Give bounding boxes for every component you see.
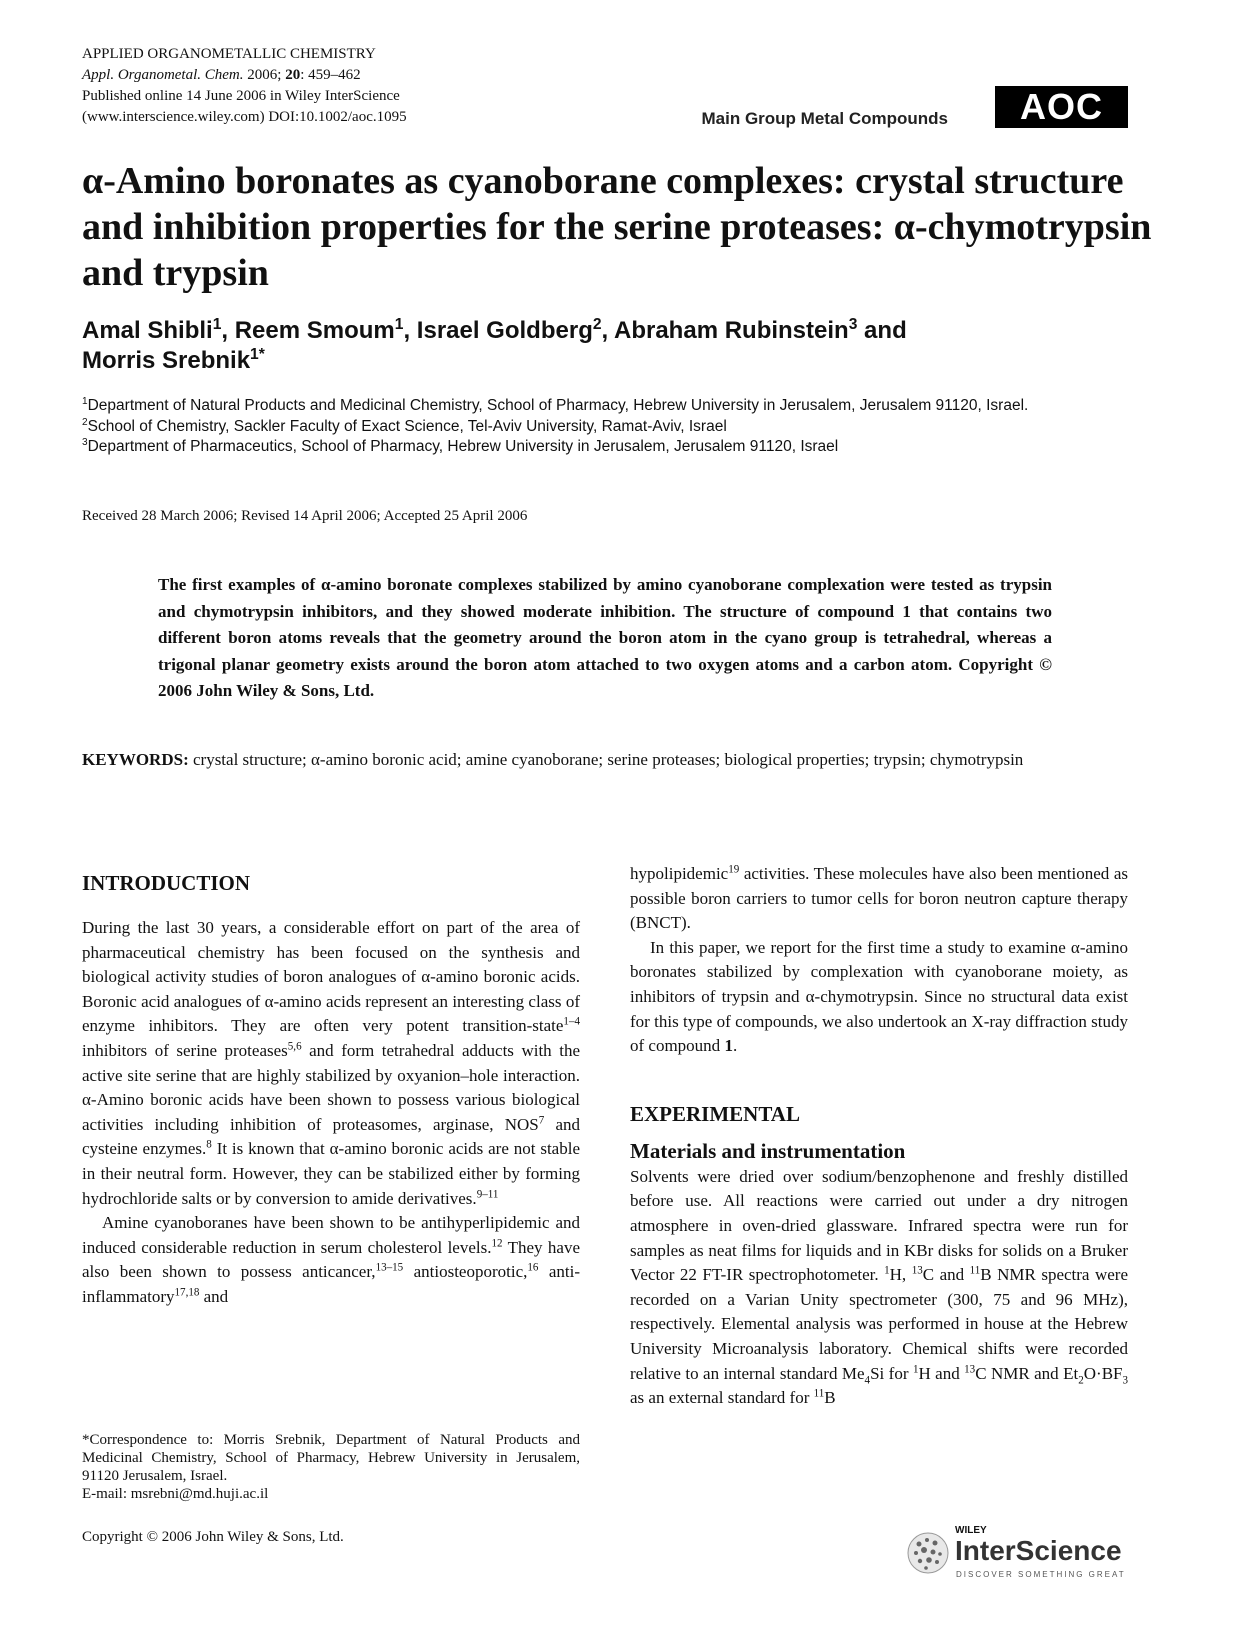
wiley-globe-icon	[905, 1528, 951, 1578]
keywords	[82, 748, 1130, 773]
copyright-footer: Copyright © 2006 John Wiley & Sons, Ltd.	[82, 1529, 344, 1545]
wiley-small-label: WILEY	[955, 1525, 987, 1536]
email[interactable]: E-mail: msrebni@md.huji.ac.il	[82, 1486, 269, 1502]
wiley-tagline: DISCOVER SOMETHING GREAT	[956, 1570, 1126, 1579]
intro-paragraph-2: Amine cyanoboranes have been shown to be antihyperlipidemic and induced considerable reduction in serum cholesterol levels.$^{12}$ They have also been shown to possess anticancer,$^{13-15}$ antiosteoporotic,$^{16}$ anti-inflammatory$^{17,18}$ and	[82, 1213, 581, 1306]
aoc-logo: AOC	[995, 86, 1128, 128]
interscience-wordmark: InterScience	[955, 1535, 1122, 1566]
right-column	[630, 862, 1128, 1411]
keywords-label: KEYWORDS:	[82, 750, 189, 769]
subsection-heading: Materials and instrumentation	[630, 1138, 906, 1163]
doi-line: (www.interscience.wiley.com) DOI:10.1002/aoc.1095	[82, 109, 407, 125]
author: Israel Goldberg$^2$,	[416, 316, 614, 344]
affiliation: $^3$Department of Pharmaceutics, School of Pharmacy, Hebrew University in Jerusalem, Jerusalem 91120, Israel	[82, 436, 839, 455]
author: Reem Smoum$^1$,	[234, 316, 417, 344]
affiliation: $^1$Department of Natural Products and Medicinal Chemistry, School of Pharmacy, Hebrew University in Jerusalem, Jerusalem 91120, Israel.	[82, 395, 1029, 414]
keywords-text: crystal structure; α-amino boronic acid; amine cyanoborane; serine proteases; biological properties; trypsin; chymotrypsin	[188, 750, 1024, 769]
section-heading-introduction: INTRODUCTION	[82, 871, 251, 895]
experimental-paragraph: Solvents were dried over sodium/benzophenone and freshly distilled before use. All reactions were carried out under a dry nitrogen atmosphere in oven-dried glassware. Infrared spectra were run for samples as neat films for liquids and in KBr disks for solids on a Bruker Vector 22 FT-IR spectrophotometer. $^1$H, $^{13}$C and $^{11}$B NMR spectra were recorded on a Varian Unity spectrometer (300, 75 and 96 MHz), respectively. Elemental analysis was performed in house at the Hebrew University Microanalysis laboratory. Chemical shifts were recorded relative to an internal standard $Me_4Si$ for $^1$H and $^{13}$C NMR and $Et_2O\cdot BF_3$ as an external standard for $^{11}$B	[630, 1166, 1129, 1408]
author-list	[82, 316, 1142, 376]
published-line: Published online 14 June 2006 in Wiley InterScience	[82, 88, 400, 104]
received-dates: Received 28 March 2006; Revised 14 April 2006; Accepted 25 April 2006	[82, 508, 528, 524]
section-heading-experimental: EXPERIMENTAL	[630, 1101, 800, 1126]
affiliations	[82, 396, 1142, 458]
citation: Appl. Organometal. Chem. 2006; 20: 459–462	[82, 67, 361, 83]
author: Morris Srebnik$^{1*}$	[82, 346, 265, 374]
journal-name: APPLIED ORGANOMETALLIC CHEMISTRY	[82, 46, 376, 62]
section-label: Main Group Metal Compounds	[701, 109, 948, 128]
author: Amal Shibli$^1$,	[82, 316, 235, 344]
paper-title: α-Amino boronates as cyanoborane complexes: crystal structure and inhibition properties for the serine proteases: α-chymotrypsin and trypsin	[82, 160, 1152, 294]
intro-paragraph-1: During the last 30 years, a considerable effort on part of the area of pharmaceutical chemistry has been focused on the synthesis and biological activity studies of boron analogues of α-amino boronic acids. Boronic acid analogues of α-amino acids represent an interesting class of enzyme inhibitors. They are often very potent transition-state$^{1-4}$ inhibitors of serine proteases$^{5,6}$ and form tetrahedral adducts with the active site serine that are highly stabilized by oxyanion–hole interaction. α-Amino boronic acids have been shown to possess various biological activities including inhibition of proteasomes, arginase, NOS$^7$ and cysteine enzymes.$^8$ It is known that α-amino boronic acids are not stable in their neutral form. However, they can be stabilized either by forming hydrochloride salts or by conversion to amide derivatives.$^{9-11}$	[82, 918, 581, 1208]
correspondence-footnote: *Correspondence to: Morris Srebnik, Department of Natural Products and Medicinal Chemistry, School of Pharmacy, Hebrew University in Jerusalem, 91120 Jerusalem, Israel. E-mail: msrebni@md.huji.ac.il	[82, 1432, 580, 1502]
intro-paragraph-3: hypolipidemic$^{19}$ activities. These molecules have also been mentioned as possible boron carriers to tumor cells for boron neutron capture therapy (BNCT).	[630, 863, 1128, 933]
author: Abraham Rubinstein$^3$ and	[614, 316, 907, 344]
left-column	[82, 870, 580, 1310]
journal-header	[82, 44, 407, 128]
abstract: The first examples of α-amino boronate complexes stabilized by amino cyanoborane complexation were tested as trypsin and chymotrypsin inhibitors, and they showed moderate inhibition. The structure of compound 1 that contains two different boron atoms reveals that the geometry around the boron atom in the cyano group is tetrahedral, whereas a trigonal planar geometry exists around the boron atom attached to two oxygen atoms and a carbon atom. Copyright © 2006 John Wiley & Sons, Ltd.	[158, 575, 1052, 700]
intro-paragraph-4: In this paper, we report for the first time a study to examine α-amino boronates stabilized by complexation with cyanoborane moiety, as inhibitors of trypsin and α-chymotrypsin. Since no structural data exist for this type of compounds, we also undertook an X-ray diffraction study of compound 1.	[630, 937, 1128, 1056]
affiliation: $^2$School of Chemistry, Sackler Faculty of Exact Science, Tel-Aviv University, Ramat-Aviv, Israel	[82, 416, 727, 435]
